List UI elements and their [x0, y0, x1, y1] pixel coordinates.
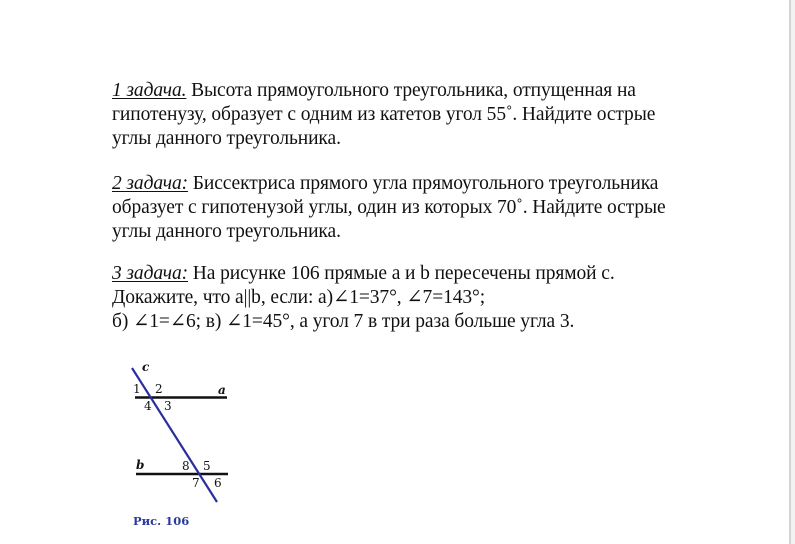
task-3-text-1: На рисунке 106 прямые a и b пересечены прямой c.	[188, 263, 615, 284]
task-3-label: 3 задача:	[112, 263, 188, 284]
task-1-line-1	[112, 79, 752, 103]
task-1	[112, 79, 752, 151]
task-3	[112, 262, 752, 334]
task-2	[112, 172, 752, 244]
task-1-text-1: Высота прямоугольного треугольника, отпущенная на	[186, 80, 636, 101]
angle-label-3: 3	[164, 399, 172, 413]
page-edge-shadow	[791, 0, 795, 544]
task-3-line-3: б) ∠1=∠6; в) ∠1=45°, а угол 7 в три раза больше угла 3.	[112, 311, 575, 332]
task-2-line-1	[112, 172, 752, 196]
task-2-text-1: Биссектриса прямого угла прямоугольного треугольника	[188, 173, 659, 194]
label-b: b	[136, 458, 145, 472]
task-3-line-2: Докажите, что a||b, если: а)∠1=37°, ∠7=143°;	[112, 287, 486, 308]
angle-label-6: 6	[214, 476, 222, 490]
task-2-line-3: углы данного треугольника.	[112, 221, 341, 242]
angle-label-7: 7	[192, 476, 200, 490]
line-c-transversal	[132, 368, 217, 502]
task-1-line-2: гипотенузу, образует с одним из катетов угол 55˚. Найдите острые	[112, 104, 656, 125]
figure-106	[113, 352, 238, 537]
angle-label-4: 4	[144, 399, 152, 413]
figure-caption: Рис. 106	[133, 514, 190, 528]
angle-label-5: 5	[203, 459, 211, 473]
label-c: c	[142, 360, 150, 374]
task-1-line-3: углы данного треугольника.	[112, 128, 341, 149]
task-2-label: 2 задача:	[112, 173, 188, 194]
angle-label-8: 8	[182, 459, 190, 473]
task-3-line-1	[112, 262, 752, 286]
parallel-lines-diagram	[113, 352, 238, 537]
label-a: a	[218, 383, 226, 397]
angle-label-1: 1	[133, 382, 141, 396]
task-1-label: 1 задача.	[112, 80, 187, 101]
task-2-line-2: образует с гипотенузой углы, один из которых 70˚. Найдите острые	[112, 197, 666, 218]
angle-label-2: 2	[155, 382, 163, 396]
